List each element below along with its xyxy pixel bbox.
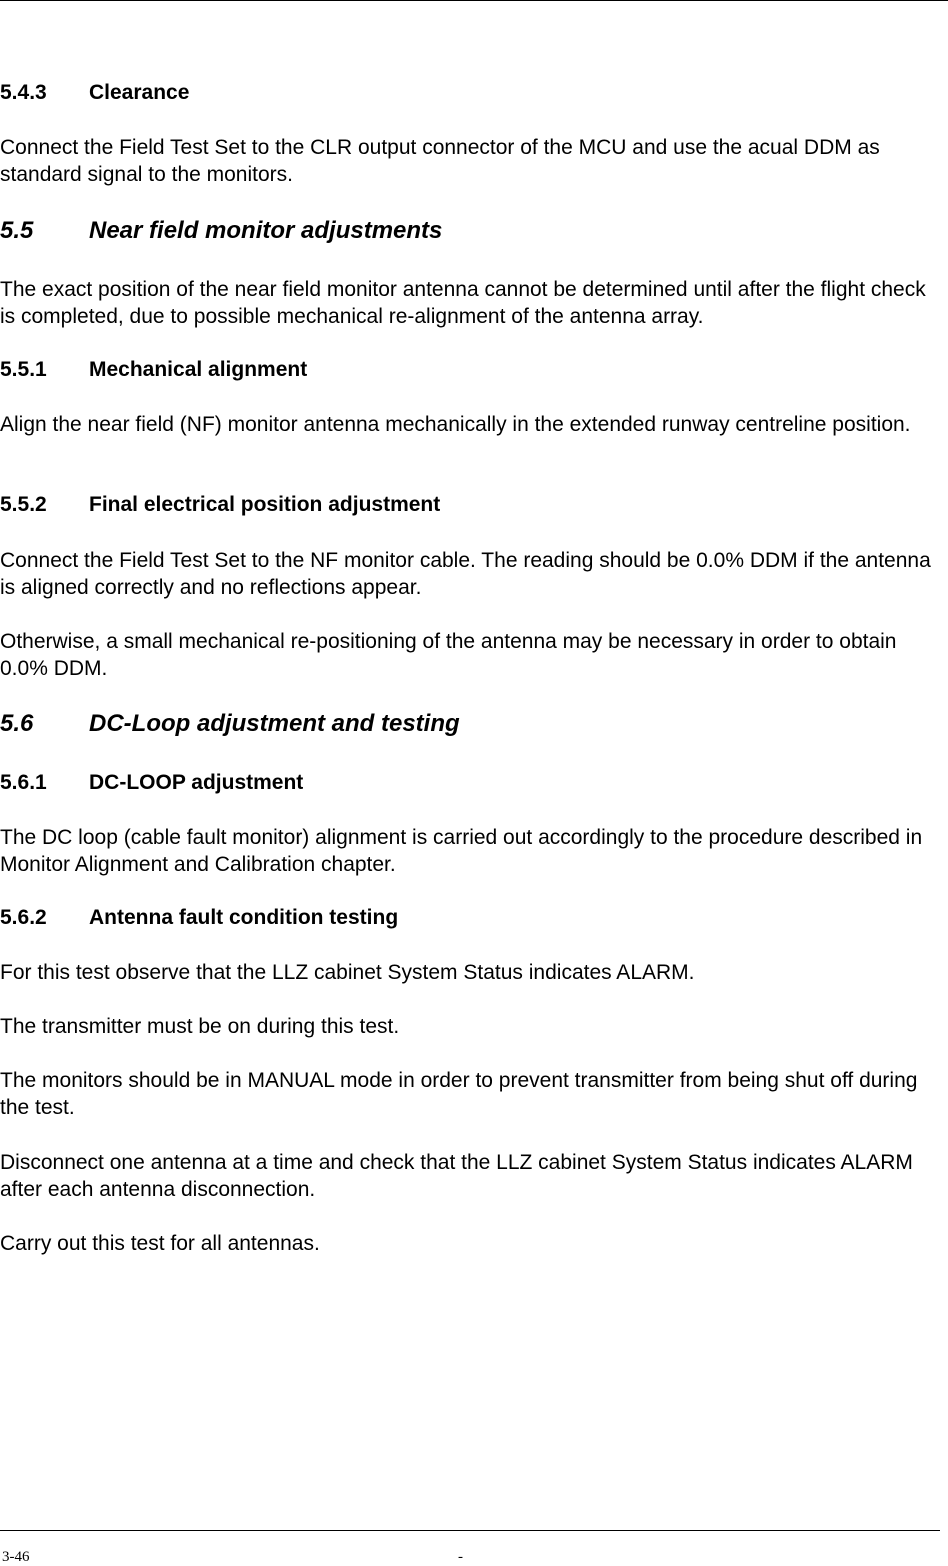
section-number: 5.6.2 (0, 906, 47, 929)
paragraph-observe-alarm: For this test observe that the LLZ cabinet System Status indicates ALARM. (0, 961, 695, 984)
paragraph-dc-loop: The DC loop (cable fault monitor) alignment is carried out accordingly to the procedure described in Monitor Alignment and Calibration chapter. (0, 826, 923, 876)
paragraph-transmitter-on: The transmitter must be on during this test. (0, 1015, 400, 1038)
heading-5-5 (0, 216, 944, 246)
paragraph-near-field: The exact position of the near field monitor antenna cannot be determined until after the flight check is completed, due to possible mechanical re-alignment of the antenna array. (0, 278, 926, 328)
heading-5-6-2 (0, 905, 944, 931)
page-number: 3-46 (2, 1549, 30, 1565)
heading-5-6 (0, 709, 944, 739)
section-title: DC-LOOP adjustment (89, 771, 304, 794)
paragraph-clearance: Connect the Field Test Set to the CLR output connector of the MCU and use the acual DDM as standard signal to the monitors. (0, 136, 880, 186)
heading-5-6-1 (0, 770, 944, 796)
heading-5-5-1 (0, 357, 944, 383)
section-number: 5.5 (0, 217, 34, 244)
heading-5-5-2 (0, 492, 944, 518)
section-number: 5.6.1 (0, 771, 47, 794)
section-number: 5.5.1 (0, 358, 47, 381)
section-title: Mechanical alignment (89, 358, 308, 381)
paragraph-field-test-nf: Connect the Field Test Set to the NF monitor cable. The reading should be 0.0% DDM if the antenna is aligned correctly and no reflections appear. (0, 549, 931, 599)
section-number: 5.5.2 (0, 493, 47, 516)
section-title: Antenna fault condition testing (89, 906, 399, 929)
paragraph-repositioning: Otherwise, a small mechanical re-positioning of the antenna may be necessary in order to obtain 0.0% DDM. (0, 630, 897, 680)
section-title: DC-Loop adjustment and testing (89, 710, 460, 737)
section-number: 5.4.3 (0, 81, 47, 104)
section-title: Clearance (89, 81, 190, 104)
paragraph-manual-mode: The monitors should be in MANUAL mode in order to prevent transmitter from being shut off during the test. (0, 1069, 918, 1119)
section-number: 5.6 (0, 710, 34, 737)
bottom-rule (0, 1530, 940, 1531)
heading-5-4-3 (0, 80, 944, 106)
paragraph-all-antennas: Carry out this test for all antennas. (0, 1232, 320, 1255)
footer-center-mark: - (458, 1549, 463, 1565)
top-rule (0, 0, 948, 1)
section-title: Final electrical position adjustment (89, 493, 441, 516)
paragraph-mechanical-alignment: Align the near field (NF) monitor antenna mechanically in the extended runway centreline position. (0, 413, 911, 436)
paragraph-disconnect-antenna: Disconnect one antenna at a time and check that the LLZ cabinet System Status indicates ALARM after each antenna disconnection. (0, 1151, 913, 1201)
section-title: Near field monitor adjustments (89, 217, 443, 244)
